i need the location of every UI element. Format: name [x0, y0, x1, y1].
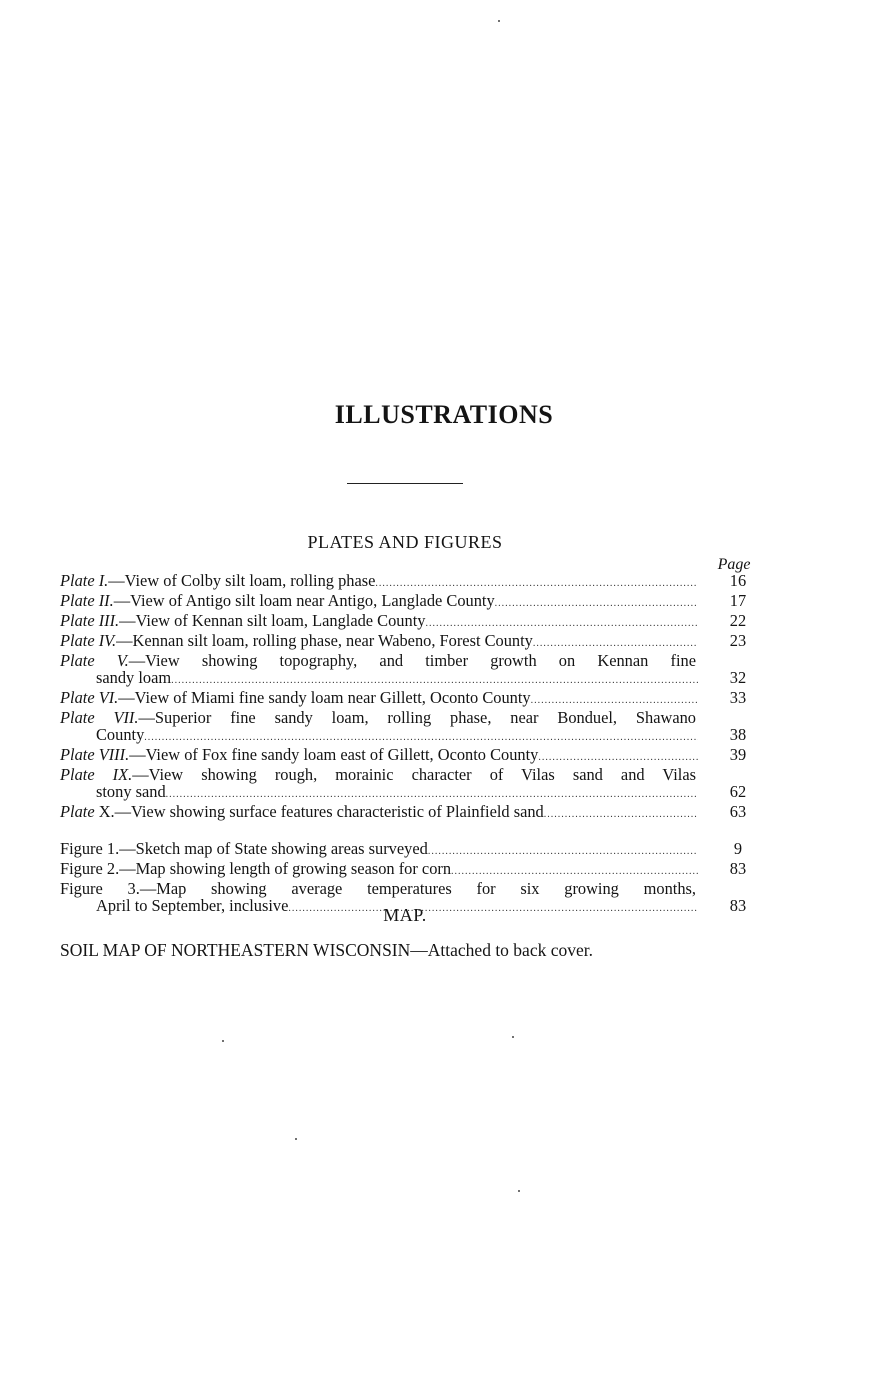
contents-list — [60, 572, 758, 917]
list-item — [60, 860, 758, 880]
entry-label: Plate VIII. — [60, 745, 130, 764]
entry-text: —View of Kennan silt loam, Langlade County — [119, 611, 426, 630]
entry-text: —View of Miami fine sandy loam near Gillett, Oconto County — [118, 688, 531, 707]
scan-speck — [518, 1190, 520, 1192]
entry-label: Plate I. — [60, 571, 109, 590]
entry-text-continued: stony sand — [96, 782, 166, 801]
section-title: PLATES AND FIGURES — [307, 532, 503, 552]
scan-speck — [512, 1036, 514, 1038]
list-item — [60, 803, 758, 823]
entry-page: 33 — [729, 688, 747, 707]
entry-page: 9 — [733, 839, 743, 858]
entry-text: —Superior fine sandy loam, rolling phase, near Bonduel, Shawano — [138, 708, 696, 727]
entry-text-continued: April to September, inclusive — [96, 896, 289, 915]
entry-text: —View of Antigo silt loam near Antigo, Langlade County — [113, 591, 495, 610]
scan-speck — [295, 1138, 297, 1140]
entry-label: Plate VII. — [60, 708, 139, 727]
page-column-label: Page — [717, 556, 751, 573]
entry-text: —View of Colby silt loam, rolling phase — [108, 571, 376, 590]
entry-text: —Sketch map of State showing areas surveyed — [119, 839, 428, 858]
entry-page: 38 — [729, 725, 747, 744]
entry-page: 23 — [729, 631, 747, 650]
scan-speck — [498, 20, 500, 22]
list-item — [60, 652, 758, 689]
entry-label: Figure 2. — [60, 859, 120, 878]
entry-label: Figure 1. — [60, 839, 120, 858]
entry-text: —Map showing average temperatures for six growing months, — [139, 879, 697, 898]
list-item — [60, 572, 758, 592]
entry-text: —View showing rough, morainic character of Vilas sand and Vilas — [132, 765, 696, 784]
entry-page: 83 — [729, 896, 747, 915]
entry-page: 32 — [729, 668, 747, 687]
entry-label: Plate V. — [60, 651, 129, 670]
entry-page: 63 — [729, 802, 747, 821]
list-item — [60, 746, 758, 766]
entry-label-numeral: X. — [98, 802, 115, 821]
entry-label: Plate III. — [60, 611, 120, 630]
map-entry: SOIL MAP OF NORTHEASTERN WISCONSIN—Attached to back cover. — [60, 940, 593, 960]
entry-label: Plate IV. — [60, 631, 117, 650]
entry-page: 16 — [729, 571, 747, 590]
entry-text: —View showing surface features characteristic of Plainfield sand — [114, 802, 544, 821]
entry-text: —View of Fox fine sandy loam east of Gillett, Oconto County — [129, 745, 539, 764]
entry-page: 83 — [729, 859, 747, 878]
entry-text: —Map showing length of growing season for corn — [119, 859, 452, 878]
entry-page: 17 — [729, 591, 747, 610]
entry-text-continued: sandy loam — [96, 668, 172, 687]
list-item — [60, 592, 758, 612]
entry-page: 39 — [729, 745, 747, 764]
map-heading: MAP. — [383, 905, 427, 925]
list-item — [60, 612, 758, 632]
title-rule — [347, 483, 463, 484]
entry-page: 22 — [729, 611, 747, 630]
entry-label: Plate II. — [60, 591, 114, 610]
page-title: ILLUSTRATIONS — [334, 400, 554, 429]
entry-page: 62 — [729, 782, 747, 801]
list-item — [60, 766, 758, 803]
entry-text: —Kennan silt loam, rolling phase, near Wabeno, Forest County — [116, 631, 533, 650]
list-item — [60, 689, 758, 709]
list-item — [60, 840, 758, 860]
entry-label: Plate VI. — [60, 688, 119, 707]
entry-text: —View showing topography, and timber growth on Kennan fine — [128, 651, 696, 670]
entry-text-continued: County — [96, 725, 145, 744]
scan-speck — [222, 1040, 224, 1042]
list-item — [60, 632, 758, 652]
entry-label: Plate IX. — [60, 765, 133, 784]
entry-label: Figure 3. — [60, 879, 140, 898]
entry-label: Plate — [60, 802, 95, 821]
list-item — [60, 709, 758, 746]
